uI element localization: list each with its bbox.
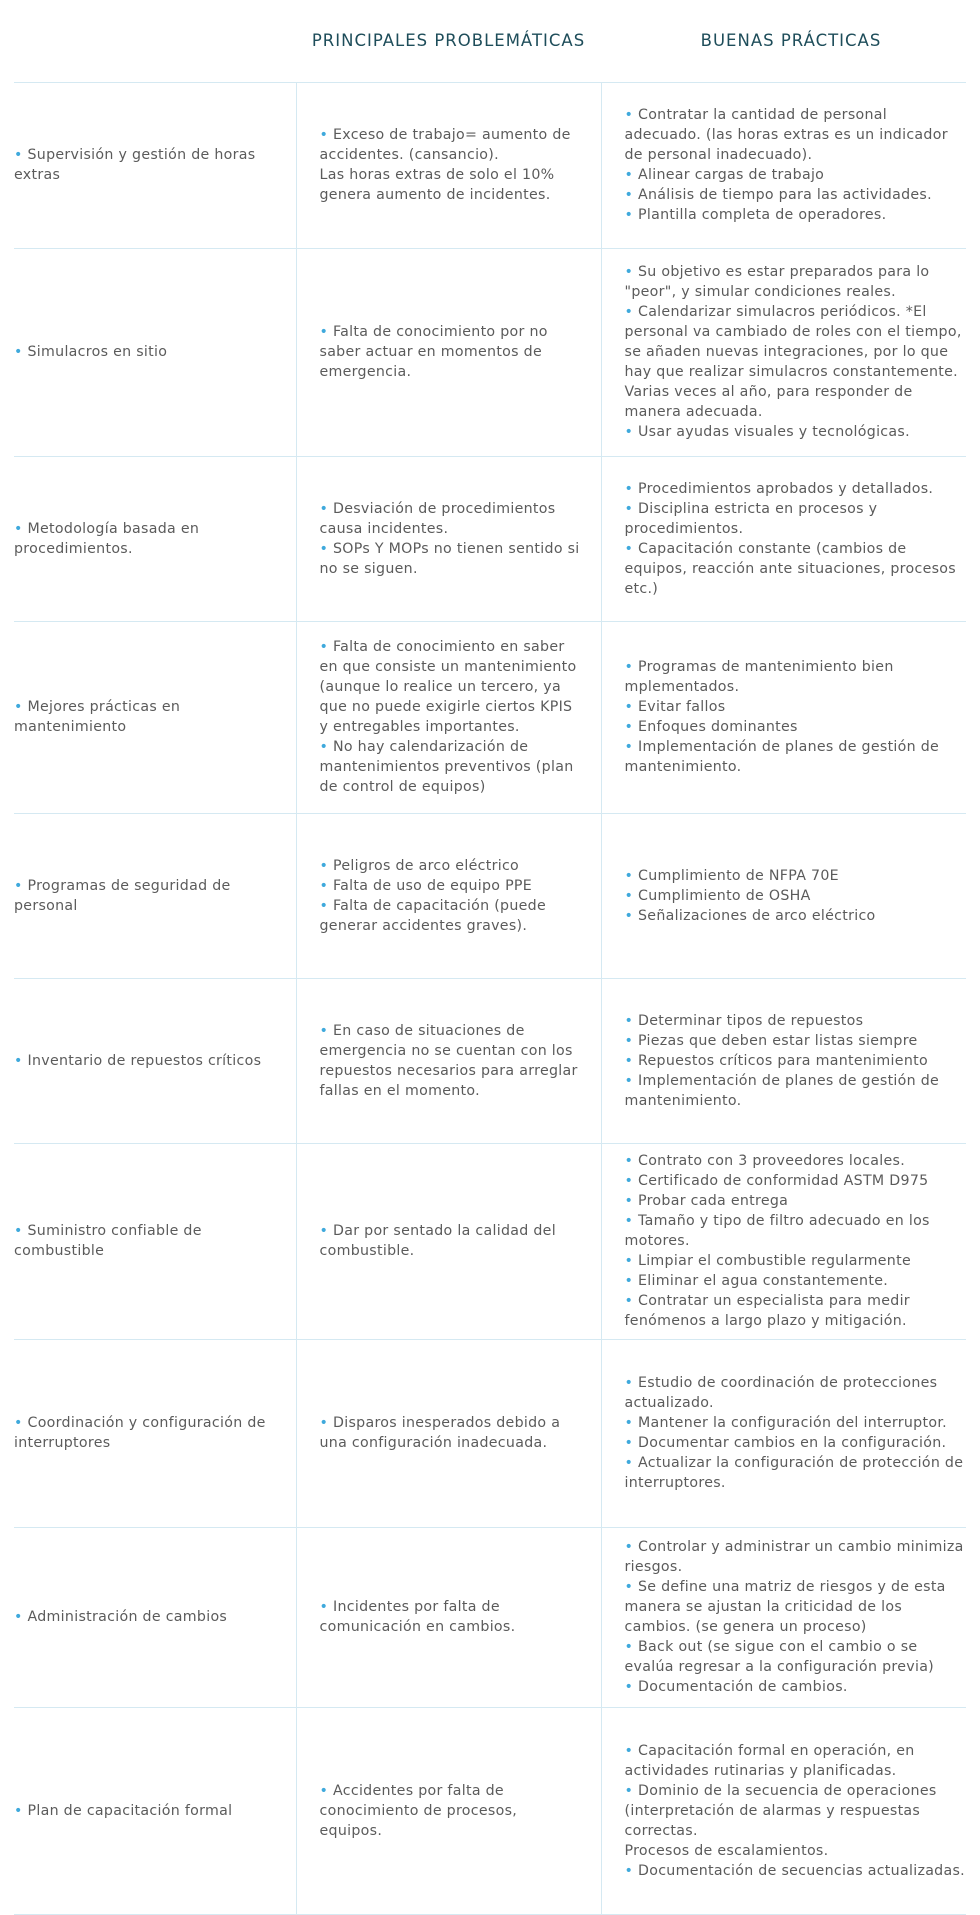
- list-item-text: Implementación de planes de gestión de mantenimiento.: [624, 1072, 940, 1109]
- list-item-text: Disciplina estricta en procesos y procedimientos.: [624, 500, 878, 537]
- table-row: [14, 248, 966, 456]
- problems-cell: [296, 456, 601, 621]
- list-item-text: Exceso de trabajo= aumento de accidentes. (cansancio).: [319, 127, 571, 164]
- practices-table: [14, 83, 966, 1915]
- list-item-text: Actualizar la configuración de protección de interruptores.: [624, 1455, 964, 1491]
- list-item-text: Eliminar el agua constantemente.: [637, 1273, 889, 1289]
- bullet-icon: •: [319, 324, 333, 340]
- bullet-icon: •: [14, 877, 28, 894]
- list-item: [320, 1781, 585, 1841]
- list-item: [625, 499, 967, 539]
- list-item: [625, 1251, 967, 1271]
- list-item: [625, 1433, 967, 1453]
- list-item-text: Dar por sentado la calidad del combustible.: [319, 1223, 556, 1259]
- bullet-icon: •: [319, 897, 333, 914]
- topic-text: Metodología basada en procedimientos.: [14, 520, 200, 557]
- list-item: [625, 1677, 967, 1697]
- bullet-icon: •: [624, 1213, 638, 1229]
- list-item: [625, 1841, 967, 1861]
- bullet-icon: •: [624, 500, 638, 517]
- bullet-icon: •: [319, 857, 333, 874]
- practices-cell: [601, 1339, 966, 1527]
- list-item: [320, 125, 585, 165]
- list-item-text: Desviación de procedimientos causa incidentes.: [319, 500, 556, 537]
- topic-cell: [14, 978, 296, 1143]
- topic-text: Simulacros en sitio: [27, 344, 168, 360]
- list-item: [320, 539, 585, 579]
- list-item-text: Plantilla completa de operadores.: [637, 207, 887, 224]
- list-item-text: Peligros de arco eléctrico: [332, 857, 520, 874]
- list-item: [625, 1453, 967, 1493]
- topic-cell: [14, 1527, 296, 1707]
- bullet-icon: •: [319, 1223, 333, 1239]
- bullet-icon: •: [624, 1012, 638, 1029]
- topic-text: Administración de cambios: [27, 1609, 228, 1625]
- bullet-icon: •: [624, 867, 638, 884]
- list-item: [320, 1221, 585, 1261]
- topic-text: Coordinación y configuración de interruptores: [14, 1415, 266, 1451]
- practices-cell: [601, 1707, 966, 1914]
- list-item: [625, 185, 967, 205]
- bullet-icon: •: [624, 659, 638, 675]
- list-item: [625, 1637, 967, 1677]
- list-item: [625, 1537, 967, 1577]
- topic-cell: [14, 813, 296, 978]
- bullet-icon: •: [624, 1193, 638, 1209]
- bullet-icon: •: [624, 1293, 638, 1309]
- bullet-icon: •: [319, 1599, 333, 1615]
- list-item-text: Falta de conocimiento por no saber actuar en momentos de emergencia.: [319, 324, 548, 380]
- list-item-text: Controlar y administrar un cambio minimiza riesgos.: [624, 1539, 964, 1575]
- bullet-icon: •: [624, 207, 638, 224]
- problems-cell: [296, 1143, 601, 1339]
- list-item: [320, 876, 585, 896]
- bullet-icon: •: [624, 1153, 638, 1169]
- list-item-text: Certificado de conformidad ASTM D975: [637, 1173, 929, 1189]
- practices-cell: [601, 1527, 966, 1707]
- list-item-text: Capacitación formal en operación, en actividades rutinarias y planificadas.: [624, 1742, 915, 1779]
- topic-text: Programas de seguridad de personal: [14, 877, 231, 914]
- list-item: [320, 737, 585, 797]
- bullet-icon: •: [624, 1579, 638, 1595]
- practices-cell: [601, 456, 966, 621]
- bullet-icon: •: [624, 480, 638, 497]
- header-practices: BUENAS PRÁCTICAS: [700, 31, 882, 50]
- list-item: [320, 1413, 585, 1453]
- bullet-icon: •: [14, 1415, 28, 1431]
- bullet-icon: •: [14, 1052, 28, 1069]
- table-row: [14, 621, 966, 813]
- bullet-icon: •: [319, 500, 333, 517]
- list-item: [625, 1781, 967, 1841]
- list-item: [625, 717, 967, 737]
- list-item: [625, 422, 967, 442]
- list-item: [625, 205, 967, 225]
- list-item: [625, 1861, 967, 1881]
- bullet-icon: •: [14, 1802, 28, 1819]
- list-item-text: Documentar cambios en la configuración.: [637, 1435, 947, 1451]
- problems-cell: [296, 248, 601, 456]
- bullet-icon: •: [624, 699, 638, 715]
- list-item: [625, 1291, 967, 1331]
- list-item: [625, 105, 967, 165]
- bullet-icon: •: [624, 719, 638, 735]
- bullet-icon: •: [624, 1173, 638, 1189]
- list-item: [625, 1151, 967, 1171]
- bullet-icon: •: [14, 147, 28, 164]
- list-item-text: Calendarizar simulacros periódicos. *El personal va cambiado de roles con el tiempo, se añaden nuevas integraciones, por lo que hay que realizar simulacros constantemente. Varias veces al año, para responder de manera adecuada.: [624, 304, 962, 420]
- bullet-icon: •: [319, 127, 333, 144]
- bullet-icon: •: [624, 1435, 638, 1451]
- table-row: [14, 83, 966, 248]
- list-item-text: Mantener la configuración del interruptor.: [637, 1415, 947, 1431]
- list-item-text: No hay calendarización de mantenimientos preventivos (plan de control de equipos): [319, 739, 574, 795]
- list-item: [625, 886, 967, 906]
- table-row: [14, 1707, 966, 1914]
- list-item-text: Determinar tipos de repuestos: [637, 1012, 864, 1029]
- bullet-icon: •: [14, 699, 28, 715]
- list-item: [625, 906, 967, 926]
- bullet-icon: •: [14, 344, 28, 360]
- list-item-text: Su objetivo es estar preparados para lo "peor", y simular condiciones reales.: [624, 264, 930, 300]
- list-item: [625, 1071, 967, 1111]
- bullet-icon: •: [624, 1253, 638, 1269]
- list-item-text: Enfoques dominantes: [637, 719, 798, 735]
- bullet-icon: •: [624, 1415, 638, 1431]
- list-item-text: Incidentes por falta de comunicación en cambios.: [319, 1599, 516, 1635]
- list-item: [625, 1577, 967, 1637]
- bullet-icon: •: [624, 1072, 638, 1089]
- bullet-icon: •: [319, 877, 333, 894]
- table-header: [14, 0, 966, 83]
- list-item: [320, 1021, 585, 1101]
- bullet-icon: •: [624, 1273, 638, 1289]
- list-item: [625, 165, 967, 185]
- list-item: [625, 1031, 967, 1051]
- topic-cell: [14, 1339, 296, 1527]
- topic-text: Mejores prácticas en mantenimiento: [14, 699, 181, 735]
- list-item-text: Documentación de secuencias actualizadas.: [637, 1862, 965, 1879]
- bullet-icon: •: [624, 304, 638, 320]
- topic-text: Inventario de repuestos críticos: [27, 1052, 262, 1069]
- list-item-text: Repuestos críticos para mantenimiento: [637, 1052, 928, 1069]
- bullet-icon: •: [14, 520, 28, 537]
- table-row: [14, 1527, 966, 1707]
- bullet-icon: •: [319, 1415, 333, 1431]
- topic-cell: [14, 248, 296, 456]
- topic-text: Suministro confiable de combustible: [14, 1223, 202, 1259]
- topic-cell: [14, 1707, 296, 1914]
- bullet-icon: •: [319, 540, 333, 557]
- list-item-text: Falta de capacitación (puede generar accidentes graves).: [319, 897, 547, 934]
- bullet-icon: •: [624, 1032, 638, 1049]
- practices-cell: [601, 621, 966, 813]
- table-row: [14, 1339, 966, 1527]
- problems-cell: [296, 83, 601, 248]
- bullet-icon: •: [624, 907, 638, 924]
- list-item: [625, 1011, 967, 1031]
- practices-cell: [601, 813, 966, 978]
- list-item-text: Contratar un especialista para medir fenómenos a largo plazo y mitigación.: [624, 1293, 910, 1329]
- list-item-text: Evitar fallos: [637, 699, 726, 715]
- list-item-text: Implementación de planes de gestión de mantenimiento.: [624, 739, 940, 775]
- table-row: [14, 813, 966, 978]
- list-item: [320, 637, 585, 737]
- bullet-icon: •: [624, 1455, 638, 1471]
- bullet-icon: •: [624, 1782, 638, 1799]
- list-item: [625, 262, 967, 302]
- list-item-text: Análisis de tiempo para las actividades.: [637, 187, 932, 204]
- problems-cell: [296, 978, 601, 1143]
- list-item-text: Disparos inesperados debido a una configuración inadecuada.: [319, 1415, 561, 1451]
- bullet-icon: •: [624, 1679, 638, 1695]
- problems-cell: [296, 813, 601, 978]
- list-item: [625, 1741, 967, 1781]
- list-item: [625, 697, 967, 717]
- list-item-text: Alinear cargas de trabajo: [637, 167, 825, 184]
- header-problems: PRINCIPALES PROBLEMÁTICAS: [311, 31, 586, 50]
- topic-cell: [14, 621, 296, 813]
- list-item-text: Probar cada entrega: [637, 1193, 789, 1209]
- list-item-text: Señalizaciones de arco eléctrico: [637, 907, 876, 924]
- list-item-text: Capacitación constante (cambios de equipos, reacción ante situaciones, procesos etc.): [624, 540, 956, 597]
- list-item: [625, 1373, 967, 1413]
- list-item-text: Limpiar el combustible regularmente: [637, 1253, 911, 1269]
- list-item-text: Programas de mantenimiento bien mplementados.: [624, 659, 894, 695]
- bullet-icon: •: [624, 540, 638, 557]
- bullet-icon: •: [624, 107, 638, 124]
- problems-cell: [296, 1527, 601, 1707]
- list-item: [625, 1191, 967, 1211]
- bullet-icon: •: [624, 167, 638, 184]
- topic-cell: [14, 456, 296, 621]
- bullet-icon: •: [624, 739, 638, 755]
- practices-cell: [601, 1143, 966, 1339]
- list-item-text: Documentación de cambios.: [637, 1679, 848, 1695]
- bullet-icon: •: [624, 264, 638, 280]
- problems-cell: [296, 621, 601, 813]
- bullet-icon: •: [319, 1022, 333, 1039]
- list-item: [625, 1051, 967, 1071]
- practices-cell: [601, 248, 966, 456]
- topic-cell: [14, 1143, 296, 1339]
- list-item: [625, 657, 967, 697]
- bullet-icon: •: [14, 1223, 28, 1239]
- problems-cell: [296, 1707, 601, 1914]
- list-item: [625, 866, 967, 886]
- list-item-text: Procedimientos aprobados y detallados.: [637, 480, 934, 497]
- list-item-text: Usar ayudas visuales y tecnológicas.: [637, 424, 910, 440]
- list-item-text: Cumplimiento de NFPA 70E: [637, 867, 839, 884]
- list-item: [625, 1413, 967, 1433]
- list-item-text: Back out (se sigue con el cambio o se evalúa regresar a la configuración previa): [624, 1639, 935, 1675]
- list-item-text: Dominio de la secuencia de operaciones (interpretación de alarmas y respuestas correctas.: [624, 1782, 937, 1839]
- problems-cell: [296, 1339, 601, 1527]
- list-item: [320, 165, 585, 205]
- table-row: [14, 1143, 966, 1339]
- bullet-icon: •: [624, 1862, 638, 1879]
- list-item-text: Contratar la cantidad de personal adecuado. (las horas extras es un indicador de personal inadecuado).: [624, 107, 948, 164]
- topic-cell: [14, 83, 296, 248]
- bullet-icon: •: [319, 639, 333, 655]
- bullet-icon: •: [624, 1639, 638, 1655]
- table-row: [14, 978, 966, 1143]
- topic-text: Supervisión y gestión de horas extras: [14, 147, 256, 184]
- list-item: [625, 1171, 967, 1191]
- list-item-text: Contrato con 3 proveedores locales.: [637, 1153, 906, 1169]
- topic-text: Plan de capacitación formal: [27, 1802, 233, 1819]
- bullet-icon: •: [624, 887, 638, 904]
- list-item: [625, 1271, 967, 1291]
- bullet-icon: •: [624, 424, 638, 440]
- list-item-text: En caso de situaciones de emergencia no se cuentan con los repuestos necesarios para arreglar fallas en el momento.: [319, 1022, 578, 1099]
- list-item: [320, 322, 585, 382]
- list-item-text: Falta de uso de equipo PPE: [332, 877, 533, 894]
- list-item: [625, 479, 967, 499]
- practices-cell: [601, 83, 966, 248]
- list-item: [625, 1211, 967, 1251]
- list-item-text: Tamaño y tipo de filtro adecuado en los motores.: [624, 1213, 930, 1249]
- list-item: [625, 737, 967, 777]
- list-item-text: Accidentes por falta de conocimiento de procesos, equipos.: [319, 1782, 518, 1839]
- bullet-icon: •: [624, 1052, 638, 1069]
- list-item-text: Estudio de coordinación de protecciones actualizado.: [624, 1375, 938, 1411]
- bullet-icon: •: [624, 1742, 638, 1759]
- bullet-icon: •: [624, 1375, 638, 1391]
- bullet-icon: •: [624, 187, 638, 204]
- bullet-icon: •: [319, 1782, 333, 1799]
- bullet-icon: •: [319, 739, 333, 755]
- practices-cell: [601, 978, 966, 1143]
- list-item-text: Las horas extras de solo el 10% genera aumento de incidentes.: [319, 167, 555, 204]
- list-item-text: Piezas que deben estar listas siempre: [637, 1032, 918, 1049]
- list-item: [320, 1597, 585, 1637]
- bullet-icon: •: [624, 1539, 638, 1555]
- list-item-text: Se define una matriz de riesgos y de esta manera se ajustan la criticidad de los cambios. (se genera un proceso): [624, 1579, 946, 1635]
- list-item: [320, 499, 585, 539]
- list-item-text: SOPs Y MOPs no tienen sentido si no se siguen.: [319, 540, 580, 577]
- table-row: [14, 456, 966, 621]
- list-item: [625, 539, 967, 599]
- list-item-text: Cumplimiento de OSHA: [637, 887, 811, 904]
- list-item: [320, 856, 585, 876]
- list-item-text: Procesos de escalamientos.: [624, 1842, 829, 1859]
- list-item: [625, 302, 967, 422]
- list-item-text: Falta de conocimiento en saber en que consiste un mantenimiento (aunque lo realice un tercero, ya que no puede exigirle ciertos KPIS y entregables importantes.: [319, 639, 577, 735]
- list-item: [320, 896, 585, 936]
- bullet-icon: •: [14, 1609, 28, 1625]
